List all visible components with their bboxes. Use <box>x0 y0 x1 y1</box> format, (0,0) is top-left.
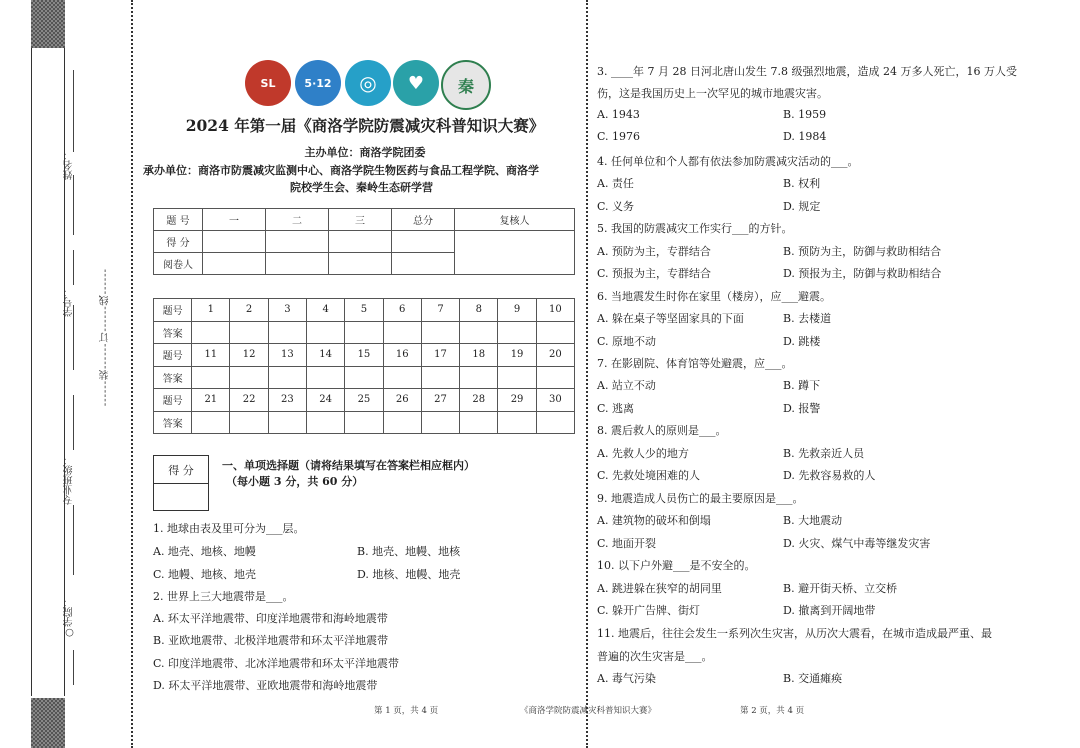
host-unit: 主办单位：商洛学院团委 <box>304 146 426 159</box>
question-number: 17 <box>421 344 459 367</box>
question-1: 1. 地球由表及里可分为___层。 <box>153 522 305 535</box>
grader-cell[interactable] <box>203 253 266 275</box>
answer-cell[interactable] <box>383 411 421 434</box>
question-number: 9 <box>498 299 536 322</box>
question-number: 7 <box>421 299 459 322</box>
answer-cell[interactable] <box>268 321 306 344</box>
question-number: 24 <box>307 389 345 412</box>
question-number: 1 <box>192 299 230 322</box>
answer-cell[interactable] <box>536 366 574 389</box>
question-number: 22 <box>230 389 268 412</box>
logo-3: ◎ <box>345 60 391 106</box>
answer-cell[interactable] <box>498 411 536 434</box>
option-10d: D. 撤离到开阔地带 <box>783 604 876 617</box>
binding-pattern-bottom <box>31 698 65 748</box>
section-score-label: 得 分 <box>154 456 208 484</box>
answer-cell[interactable] <box>345 411 383 434</box>
question-7: 7. 在影剧院、体育馆等处避震，应___。 <box>597 357 793 370</box>
option-2d: D. 环太平洋地震带、亚欧地震带和海岭地震带 <box>153 679 378 692</box>
question-5: 5. 我国的防震减灾工作实行___的方针。 <box>597 222 793 235</box>
question-number: 11 <box>192 344 230 367</box>
student-id-label: 学号： <box>64 287 75 317</box>
logo-1: SL <box>245 60 291 106</box>
option-3a: A. 1943 <box>597 108 640 121</box>
option-1b: B. 地壳、地幔、地核 <box>357 545 461 558</box>
answer-cell[interactable] <box>345 321 383 344</box>
answer-cell[interactable] <box>498 321 536 344</box>
option-8b: B. 先救亲近人员 <box>783 447 865 460</box>
answer-cell[interactable] <box>230 321 268 344</box>
question-number: 10 <box>536 299 574 322</box>
section-title: 一、单项选择题（请将结果填写在答案栏相应框内） <box>222 459 475 472</box>
option-5a: A. 预防为主，专群结合 <box>597 245 711 258</box>
option-6d: D. 跳楼 <box>783 335 821 348</box>
answer-cell[interactable] <box>192 411 230 434</box>
question-9: 9. 地震造成人员伤亡的最主要原因是___。 <box>597 492 804 505</box>
logo-4: ♥ <box>393 60 439 106</box>
college-label: ○学院： <box>64 597 75 638</box>
answer-cell[interactable] <box>421 366 459 389</box>
option-8c: C. 先救处境困难的人 <box>597 469 701 482</box>
option-7d: D. 报警 <box>783 402 821 415</box>
option-7a: A. 站立不动 <box>597 379 656 392</box>
option-11b: B. 交通瘫痪 <box>783 672 843 685</box>
answer-cell[interactable] <box>307 321 345 344</box>
answer-cell[interactable] <box>230 411 268 434</box>
grader-cell[interactable] <box>392 253 455 275</box>
section-note: （每小题 3 分，共 60 分） <box>226 475 364 488</box>
question-number: 29 <box>498 389 536 412</box>
question-number: 15 <box>345 344 383 367</box>
cut-line-label: ------装------订------线------ <box>100 268 111 407</box>
binding-pattern-top <box>31 0 65 48</box>
logo-2: 5·12 <box>295 60 341 106</box>
answer-cell[interactable] <box>460 411 498 434</box>
option-8d: D. 先救容易救的人 <box>783 469 876 482</box>
answer-label: 答案 <box>154 411 192 434</box>
answer-label: 答案 <box>154 366 192 389</box>
question-number: 8 <box>460 299 498 322</box>
footer-page-left: 第 1 页，共 4 页 <box>374 706 439 716</box>
grader-cell[interactable] <box>266 253 329 275</box>
question-number-label: 题号 <box>154 389 192 412</box>
question-number: 27 <box>421 389 459 412</box>
option-9c: C. 地面开裂 <box>597 537 657 550</box>
class-line-2 <box>73 505 74 575</box>
option-7b: B. 蹲下 <box>783 379 821 392</box>
question-number: 4 <box>307 299 345 322</box>
answer-table <box>153 298 575 434</box>
score-header-2: 二 <box>266 209 329 231</box>
score-cell[interactable] <box>266 231 329 253</box>
answer-cell[interactable] <box>345 366 383 389</box>
reviewer-cell[interactable] <box>455 231 575 275</box>
option-5d: D. 预报为主，防御与救助相结合 <box>783 267 942 280</box>
option-3c: C. 1976 <box>597 130 641 143</box>
section-score-box <box>153 455 209 511</box>
question-number: 16 <box>383 344 421 367</box>
question-number: 2 <box>230 299 268 322</box>
option-10a: A. 跳进躲在狭窄的胡同里 <box>597 582 722 595</box>
option-4a: A. 责任 <box>597 177 634 190</box>
option-6a: A. 躲在桌子等坚固家具的下面 <box>597 312 744 325</box>
option-1a: A. 地壳、地核、地幔 <box>153 545 256 558</box>
option-4c: C. 义务 <box>597 200 635 213</box>
question-number: 23 <box>268 389 306 412</box>
score-header-total: 总分 <box>392 209 455 231</box>
name-line-2 <box>73 175 74 235</box>
name-line <box>73 70 74 152</box>
option-9d: D. 火灾、煤气中毒等继发灾害 <box>783 537 931 550</box>
question-10: 10. 以下户外避___是不安全的。 <box>597 559 756 572</box>
answer-cell[interactable] <box>421 411 459 434</box>
question-number: 30 <box>536 389 574 412</box>
question-number: 13 <box>268 344 306 367</box>
answer-cell[interactable] <box>421 321 459 344</box>
page-title: 2024 年第一届《商洛学院防震减灾科普知识大赛》 <box>185 116 545 135</box>
score-header-num: 题 号 <box>154 209 203 231</box>
question-number: 20 <box>536 344 574 367</box>
answer-cell[interactable] <box>192 321 230 344</box>
answer-cell[interactable] <box>268 411 306 434</box>
question-number: 25 <box>345 389 383 412</box>
option-1d: D. 地核、地幔、地壳 <box>357 568 461 581</box>
answer-cell[interactable] <box>307 366 345 389</box>
question-11: 11. 地震后，往往会发生一系列次生灾害，从历次大震看，在城市造成最严重、最 <box>597 627 992 640</box>
option-10b: B. 避开街天桥、立交桥 <box>783 582 898 595</box>
option-8a: A. 先救人少的地方 <box>597 447 689 460</box>
option-7c: C. 逃离 <box>597 402 635 415</box>
option-2c: C. 印度洋地震带、北冰洋地震带和环太平洋地震带 <box>153 657 400 670</box>
option-10c: C. 躲开广告牌、街灯 <box>597 604 701 617</box>
student-id-line-2 <box>73 305 74 370</box>
footer-page-right: 第 2 页，共 4 页 <box>740 706 805 716</box>
dotted-cut-line-left <box>131 0 133 748</box>
option-9a: A. 建筑物的破坏和倒塌 <box>597 514 711 527</box>
answer-cell[interactable] <box>383 321 421 344</box>
name-label: 姓名： <box>64 150 75 180</box>
option-4b: B. 权利 <box>783 177 821 190</box>
class-line <box>73 395 74 450</box>
question-6: 6. 当地震发生时你在家里（楼房），应___避震。 <box>597 290 831 303</box>
question-number: 6 <box>383 299 421 322</box>
option-1c: C. 地幔、地核、地壳 <box>153 568 257 581</box>
answer-cell[interactable] <box>230 366 268 389</box>
answer-cell[interactable] <box>498 366 536 389</box>
option-4d: D. 规定 <box>783 200 821 213</box>
option-5c: C. 预报为主，专群结合 <box>597 267 712 280</box>
option-6b: B. 去楼道 <box>783 312 832 325</box>
option-2b: B. 亚欧地震带、北极洋地震带和环太平洋地震带 <box>153 634 389 647</box>
question-number: 14 <box>307 344 345 367</box>
footer-center-title: 《商洛学院防震减灾科普知识大赛》 <box>520 706 657 716</box>
answer-cell[interactable] <box>460 321 498 344</box>
logo-5: 秦 <box>441 60 491 110</box>
answer-cell[interactable] <box>192 366 230 389</box>
answer-cell[interactable] <box>268 366 306 389</box>
option-3d: D. 1984 <box>783 130 827 143</box>
question-number: 26 <box>383 389 421 412</box>
score-cell[interactable] <box>203 231 266 253</box>
score-header-reviewer: 复核人 <box>455 209 575 231</box>
question-number: 19 <box>498 344 536 367</box>
co-host-line-2: 院校学生会、秦岭生态研学营 <box>290 181 433 194</box>
answer-cell[interactable] <box>460 366 498 389</box>
answer-cell[interactable] <box>536 411 574 434</box>
score-header-1: 一 <box>203 209 266 231</box>
dotted-divider-center <box>586 0 588 748</box>
question-number: 21 <box>192 389 230 412</box>
option-3b: B. 1959 <box>783 108 827 121</box>
question-3-cont: 伤，这是我国历史上一次罕见的城市地震灾害。 <box>597 87 828 100</box>
question-number: 5 <box>345 299 383 322</box>
college-line <box>73 650 74 685</box>
question-8: 8. 震后救人的原则是___。 <box>597 424 727 437</box>
answer-label: 答案 <box>154 321 192 344</box>
question-3: 3. ____年 7 月 28 日河北唐山发生 7.8 级强烈地震，造成 24 万多人死亡，16 万人受 <box>597 65 1017 78</box>
answer-cell[interactable] <box>536 321 574 344</box>
score-cell[interactable] <box>329 231 392 253</box>
question-2: 2. 世界上三大地震带是___。 <box>153 590 294 603</box>
question-number: 3 <box>268 299 306 322</box>
option-11a: A. 毒气污染 <box>597 672 656 685</box>
score-cell[interactable] <box>392 231 455 253</box>
option-6c: C. 原地不动 <box>597 335 657 348</box>
answer-cell[interactable] <box>383 366 421 389</box>
question-4: 4. 任何单位和个人都有依法参加防震减灾活动的___。 <box>597 155 859 168</box>
grader-cell[interactable] <box>329 253 392 275</box>
question-number: 12 <box>230 344 268 367</box>
score-table <box>153 208 575 275</box>
option-2a: A. 环太平洋地震带、印度洋地震带和海岭地震带 <box>153 612 388 625</box>
question-number: 18 <box>460 344 498 367</box>
score-row-label: 得 分 <box>154 231 203 253</box>
question-number-label: 题号 <box>154 344 192 367</box>
class-label: 专业班级： <box>64 455 75 505</box>
grader-row-label: 阅卷人 <box>154 253 203 275</box>
answer-cell[interactable] <box>307 411 345 434</box>
question-11-cont: 普遍的次生灾害是___。 <box>597 650 713 663</box>
score-header-3: 三 <box>329 209 392 231</box>
question-number-label: 题号 <box>154 299 192 322</box>
co-host-line-1: 承办单位：商洛市防震减灾监测中心、商洛学院生物医药与食品工程学院、商洛学 <box>143 164 539 177</box>
student-id-line <box>73 250 74 285</box>
option-5b: B. 预防为主，防御与救助相结合 <box>783 245 942 258</box>
question-number: 28 <box>460 389 498 412</box>
option-9b: B. 大地震动 <box>783 514 843 527</box>
